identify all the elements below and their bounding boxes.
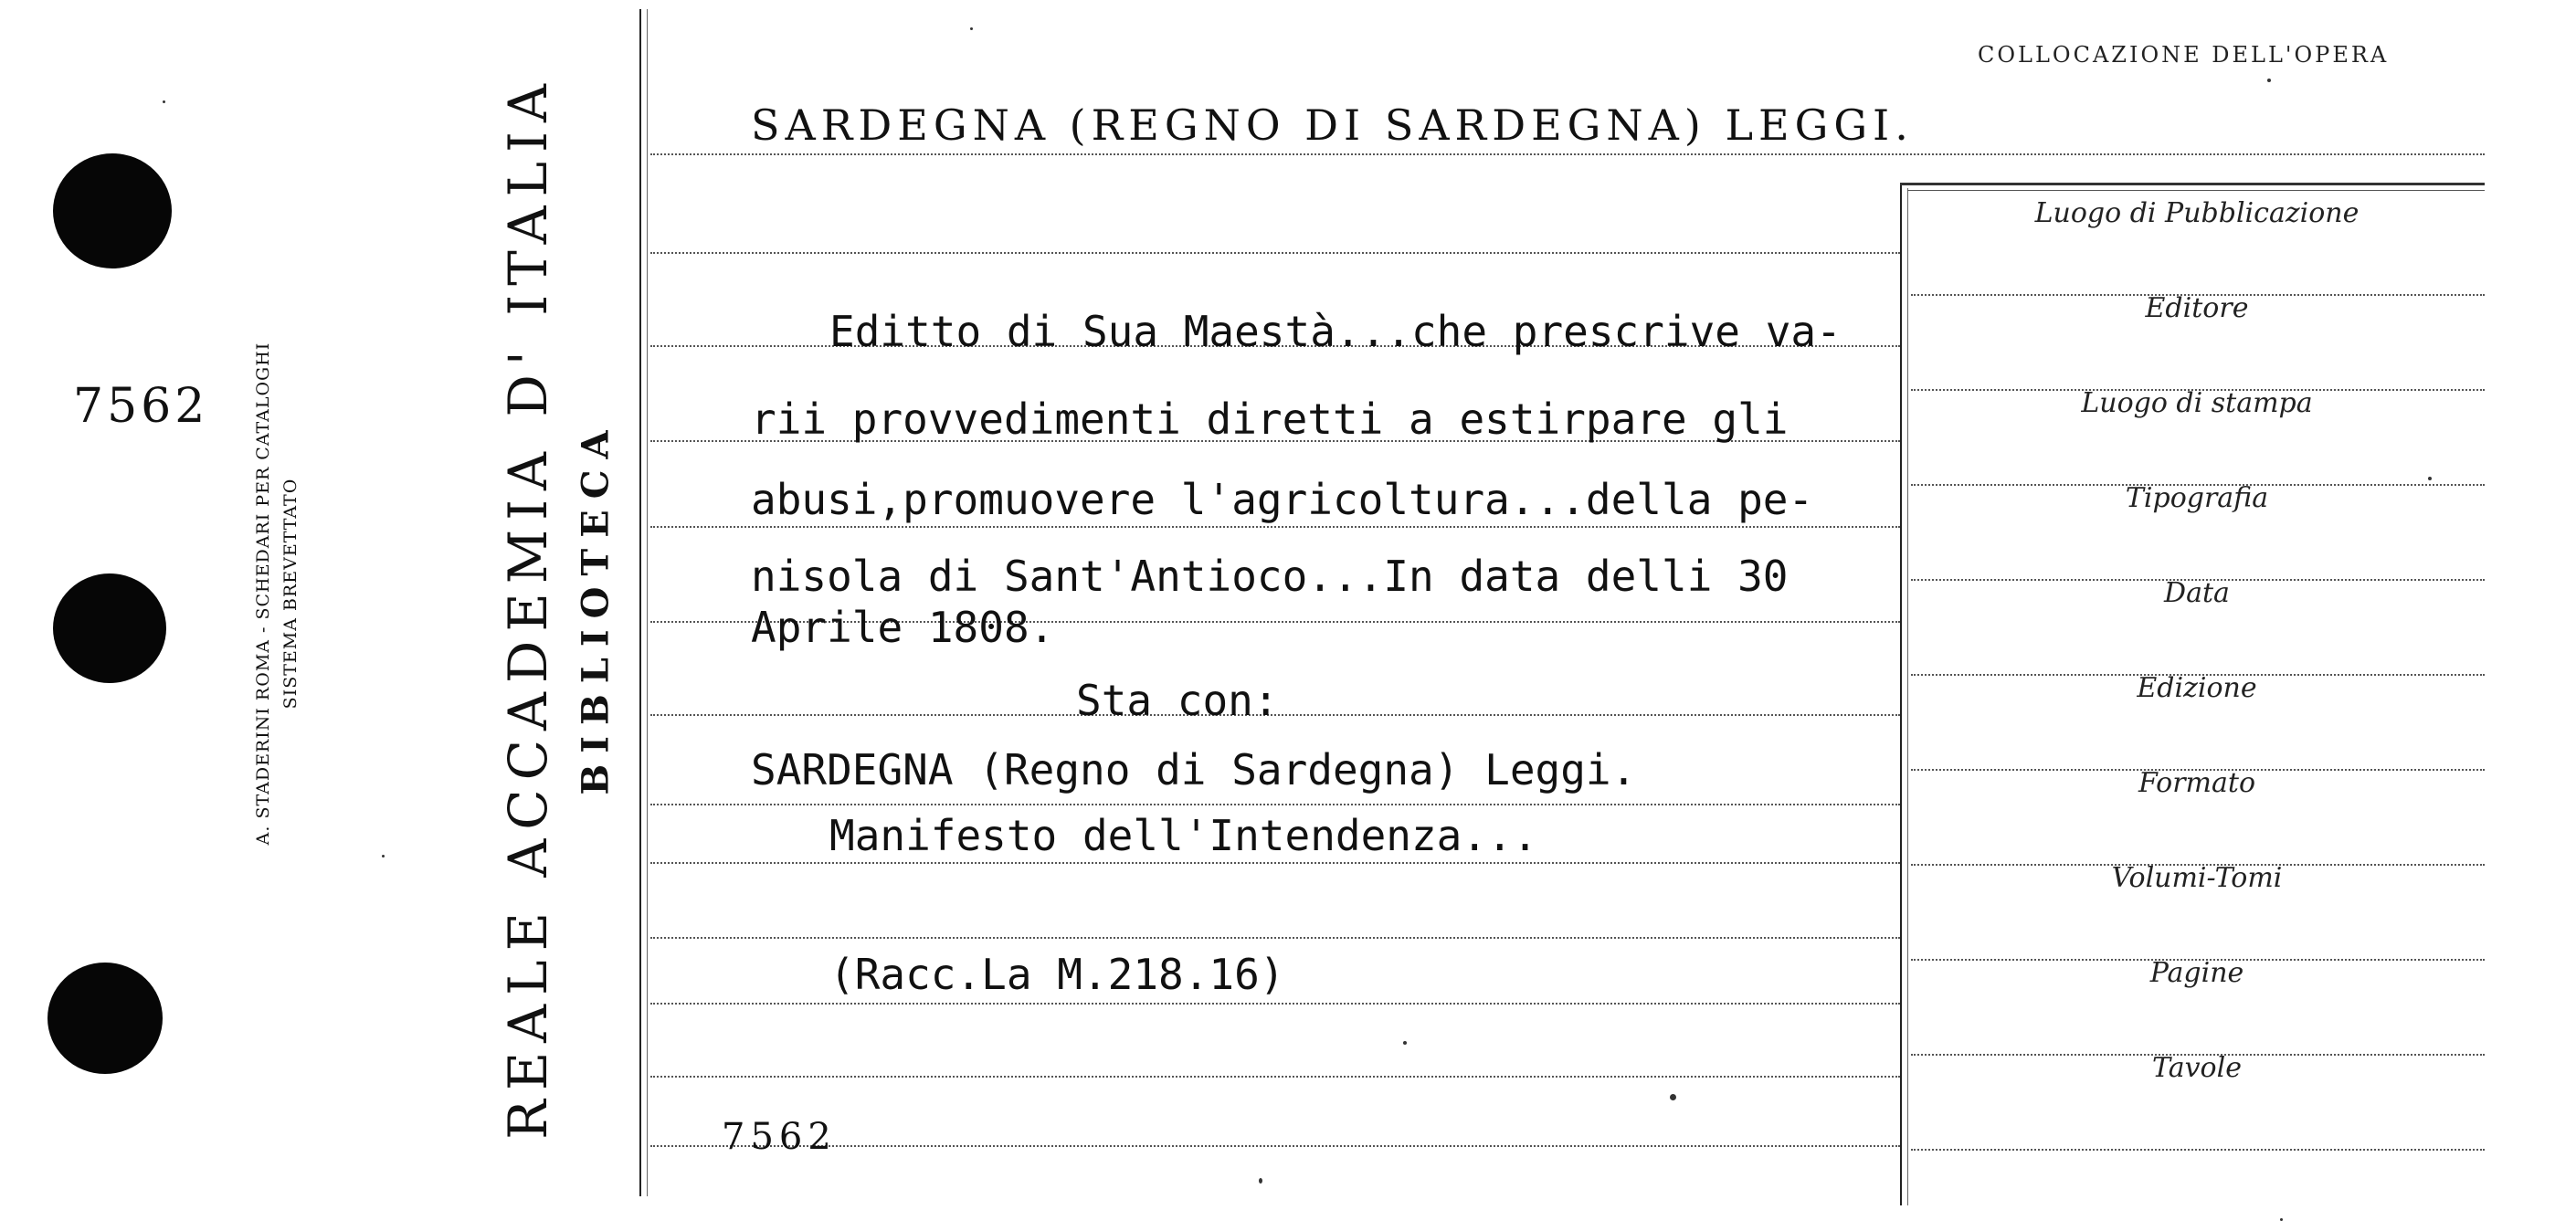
rule [650, 937, 1900, 939]
dust-speck [163, 100, 165, 103]
shelfmark: (Racc.La M.218.16) [829, 950, 1285, 999]
entry-line-4: nisola di Sant'Antioco...In data delli 30 [751, 552, 1789, 601]
field-editore: Editore [2145, 292, 2249, 324]
entry-line-1: Editto di Sua Maestà...che prescrive va- [829, 307, 1842, 356]
entry-heading: SARDEGNA (REGNO DI SARDEGNA) LEGGI. [751, 100, 1914, 150]
rule [650, 526, 1900, 528]
rule [650, 804, 1900, 805]
punch-hole-bottom [48, 963, 163, 1074]
field-tavole: Tavole [2152, 1052, 2242, 1084]
field-pagine: Pagine [2149, 957, 2244, 989]
right-column-border [1900, 183, 1902, 1205]
left-border-line-inner [647, 9, 648, 1196]
left-border-line [639, 9, 641, 1196]
dust-speck [2267, 79, 2271, 82]
dust-speck [382, 855, 385, 857]
entry-line-5: Aprile 1808. [751, 603, 1055, 652]
dust-speck [1403, 1041, 1407, 1045]
field-tipografia: Tipografia [2125, 482, 2269, 514]
related-entry-title: Manifesto dell'Intendenza... [829, 811, 1538, 860]
punch-hole-middle [53, 573, 166, 683]
card-number-left: 7562 [73, 379, 209, 434]
institution-name: REALE ACCADEMIA D' ITALIA [497, 75, 559, 1140]
field-data: Data [2164, 577, 2230, 609]
rule [650, 153, 2485, 155]
field-volumi-tomi: Volumi-Tomi [2111, 862, 2283, 894]
dust-speck [970, 27, 973, 30]
rule [650, 1076, 1900, 1078]
right-column-top-rule [1900, 183, 2485, 185]
entry-line-2: rii provvedimenti diretti a estirpare gli [751, 395, 1789, 444]
field-formato: Formato [2138, 767, 2256, 799]
related-entry-heading: SARDEGNA (Regno di Sardegna) Leggi. [751, 745, 1637, 794]
field-luogo-stampa: Luogo di stampa [2081, 387, 2313, 419]
maker-imprint-line2: SISTEMA BREVETTATO [280, 478, 301, 710]
dust-speck [1259, 1178, 1262, 1184]
library-name: BIBLIOTECA [574, 419, 618, 795]
field-luogo-pubblicazione: Luogo di Pubblicazione [2034, 197, 2360, 229]
bibliographic-fields [1905, 186, 2489, 1200]
rule [650, 1003, 1900, 1005]
sta-con-label: Sta con: [1076, 676, 1279, 725]
rule [650, 862, 1900, 864]
dust-speck [1670, 1094, 1676, 1100]
dust-speck [2428, 477, 2432, 480]
dust-speck [2280, 1218, 2283, 1221]
collocation-header: COLLOCAZIONE DELL'OPERA [1978, 42, 2390, 68]
rule [650, 1145, 1900, 1147]
card-number-bottom: 7562 [722, 1116, 837, 1158]
field-edizione: Edizione [2137, 672, 2257, 704]
maker-imprint-line1: A. STADERINI ROMA - SCHEDARI PER CATALOGHI [253, 342, 273, 846]
rule [650, 252, 1900, 254]
punch-hole-top [53, 153, 172, 268]
entry-line-3: abusi,promuovere l'agricoltura...della pe- [751, 475, 1814, 524]
